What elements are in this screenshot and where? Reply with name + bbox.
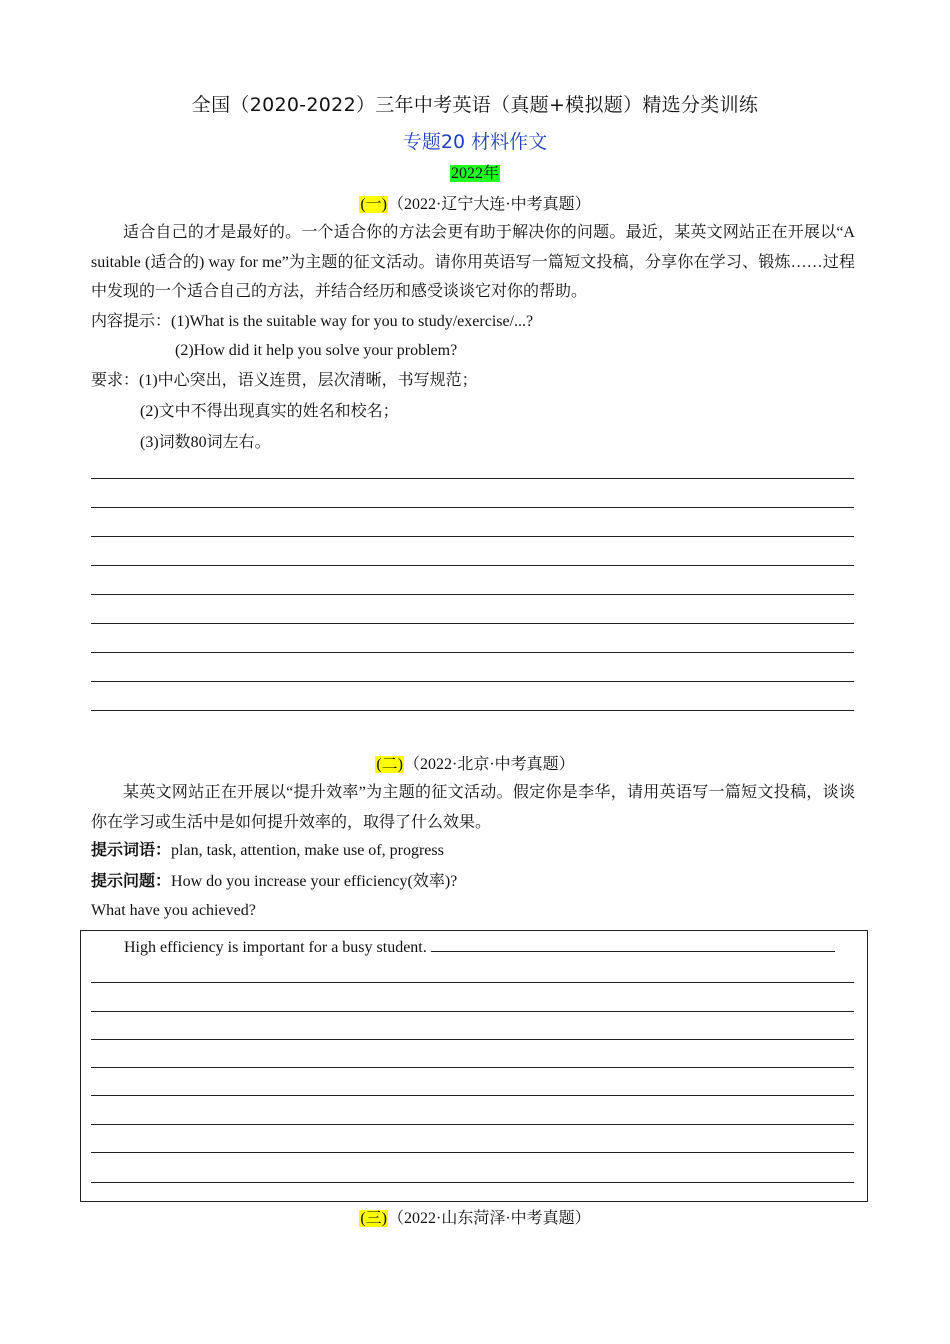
starter-sentence: High efficiency is important for a busy student. <box>124 939 427 956</box>
writing-line[interactable] <box>431 937 835 952</box>
section1-hints <box>91 307 855 337</box>
requirements-label: 要求： <box>91 372 140 389</box>
requirement-1: (1)中心突出，语义连贯，层次清晰，书写规范； <box>139 372 478 389</box>
hints-label: 内容提示： <box>91 313 172 330</box>
writing-line[interactable] <box>91 710 854 711</box>
hint-1: (1)What is the suitable way for you to study/exercise/...? <box>171 313 534 330</box>
section3-heading <box>0 1205 950 1228</box>
section1-number: (一) <box>360 196 387 213</box>
section2-questions <box>91 867 855 897</box>
section2-prompt: 某英文网站正在开展以“提升效率”为主题的征文活动。假定你是李华，请用英语写一篇短文投稿，谈谈你在学习或生活中是如何提升效率的，取得了什么效果。 <box>91 784 855 831</box>
question-1: How do you increase your efficiency(效率)? <box>171 873 458 890</box>
requirement-2: (2)文中不得出现真实的姓名和校名； <box>140 403 399 420</box>
writing-line[interactable] <box>91 1011 854 1012</box>
words-label: 提示词语： <box>91 842 172 859</box>
document-title: 全国（2020-2022）三年中考英语（真题+模拟题）精选分类训练 <box>191 94 759 116</box>
writing-line[interactable] <box>91 623 854 624</box>
section1-source: （2022·辽宁大连·中考真题） <box>388 196 591 213</box>
writing-line[interactable] <box>91 1152 854 1153</box>
writing-line[interactable] <box>91 536 854 537</box>
writing-line[interactable] <box>91 1039 854 1040</box>
questions-label: 提示问题： <box>91 873 172 890</box>
writing-line[interactable] <box>91 1182 854 1183</box>
year-heading <box>0 160 950 183</box>
section1-heading <box>0 191 950 214</box>
section2-source: （2022·北京·中考真题） <box>404 756 575 773</box>
topic-subtitle: 专题20 材料作文 <box>402 131 548 153</box>
starter-line <box>124 933 835 962</box>
writing-line[interactable] <box>91 982 854 983</box>
writing-line[interactable] <box>91 594 854 595</box>
section3-number: (三) <box>360 1210 387 1227</box>
section1-prompt: 适合自己的才是最好的。一个适合你的方法会更有助于解决你的问题。最近，某英文网站正在开展以“A suitable (适合的) way for me”为主题的征文活动。请你用英语写一篇短文投稿，分享你在学习、锻炼……过程中发现的一个适合自己的方法，并结合经历和感受谈谈它对你的帮助。 <box>91 224 855 300</box>
writing-line[interactable] <box>91 1095 854 1096</box>
section2-heading <box>0 751 950 774</box>
writing-line[interactable] <box>91 478 854 479</box>
writing-line[interactable] <box>91 652 854 653</box>
section2-words <box>91 836 855 866</box>
section3-source: （2022·山东菏泽·中考真题） <box>388 1210 591 1227</box>
question-2: What have you achieved? <box>91 902 256 919</box>
writing-line[interactable] <box>91 1067 854 1068</box>
answer-box <box>80 930 868 1202</box>
hint-words: plan, task, attention, make use of, progress <box>171 842 444 859</box>
writing-line[interactable] <box>91 565 854 566</box>
writing-line[interactable] <box>91 507 854 508</box>
section2-number: (二) <box>376 756 403 773</box>
section1-requirements <box>91 366 855 396</box>
year-label: 2022年 <box>450 165 499 182</box>
writing-line[interactable] <box>91 1124 854 1125</box>
requirement-3: (3)词数80词左右。 <box>140 434 271 451</box>
hint-2: (2)How did it help you solve your problem? <box>175 342 458 359</box>
writing-line[interactable] <box>91 681 854 682</box>
